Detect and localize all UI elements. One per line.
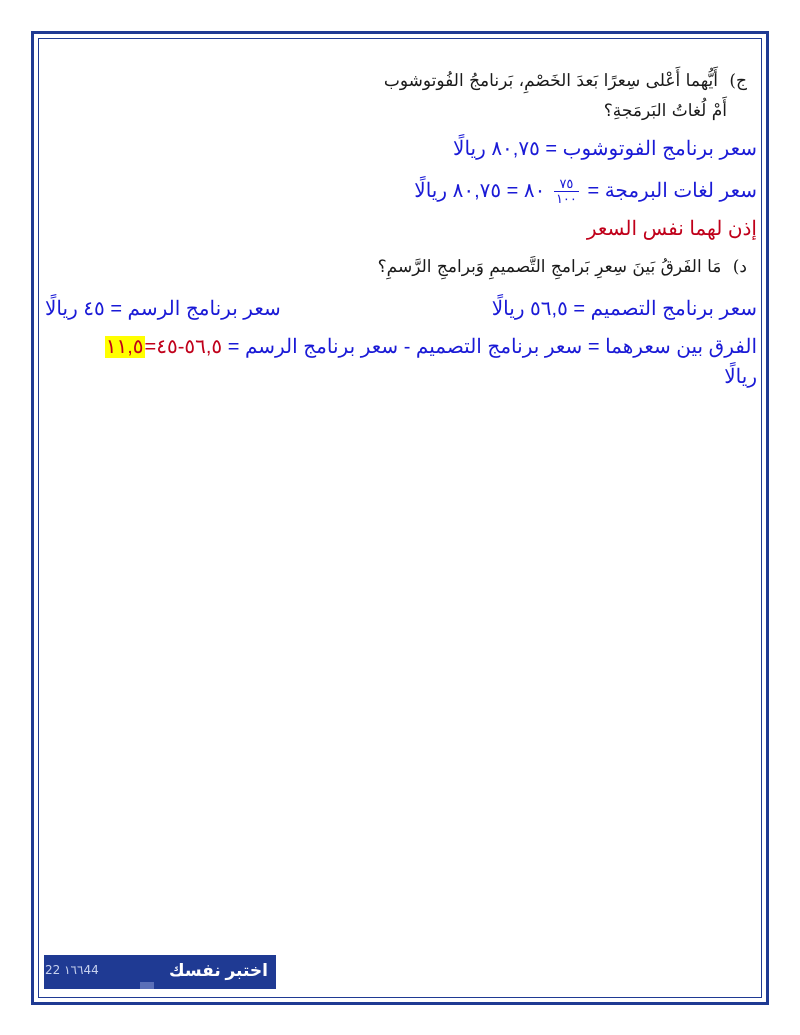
footer-page-number: 22 ١٦٦44 — [45, 963, 99, 977]
programming-price-prefix: سعر لغات البرمجة = — [587, 180, 757, 202]
fraction-denominator: ١٠٠ — [555, 191, 577, 207]
fraction — [554, 177, 579, 206]
question-c-line2-row — [45, 96, 757, 126]
difference-result: ١١,٥ — [105, 336, 144, 359]
question-c — [45, 66, 757, 96]
question-d — [45, 252, 757, 282]
answer-c-conclusion: إذن لهما نفس السعر — [586, 218, 757, 241]
question-c-letter: ج) — [729, 71, 747, 91]
question-c-line2: أَمْ لُغاتُ البَرمَجةِ؟ — [603, 101, 727, 121]
answer-d-prices — [45, 294, 757, 324]
question-d-text: مَا الفَرقُ بَينَ سِعرِ بَرامجِ التَّصميمِ وَبرامجِ الرَّسمِ؟ — [377, 257, 722, 278]
answer-photoshop-price: سعر برنامج الفوتوشوب = ٨٠,٧٥ ريالًا — [453, 138, 757, 160]
footer-banner — [44, 955, 276, 989]
difference-unit: ريالًا — [724, 366, 757, 389]
difference-calc: ٥٦,٥-٤٥= — [144, 336, 223, 359]
question-d-letter: د) — [732, 257, 747, 278]
drawing-price: سعر برنامج الرسم = ٤٥ ريالًا — [45, 298, 281, 321]
programming-price-suffix: ٨٠ = ٨٠,٧٥ ريالًا — [414, 180, 546, 202]
answer-d-difference — [45, 332, 757, 362]
difference-text: الفرق بين سعرهما = سعر برنامج التصميم - سعر برنامج الرسم = — [227, 336, 757, 359]
footer-label: اختبر نفسك — [168, 961, 268, 980]
design-price: سعر برنامج التصميم = ٥٦,٥ ريالًا — [491, 298, 757, 321]
footer-badge — [140, 982, 154, 989]
answer-programming-price — [45, 176, 757, 206]
fraction-numerator: ٧٥ — [554, 177, 579, 192]
page-content — [45, 66, 757, 392]
question-c-line1: أَيُّهما أَعْلى سِعرًا بَعدَ الخَصْمِ، بَرنامجُ الفُوتوشوب — [383, 71, 718, 91]
